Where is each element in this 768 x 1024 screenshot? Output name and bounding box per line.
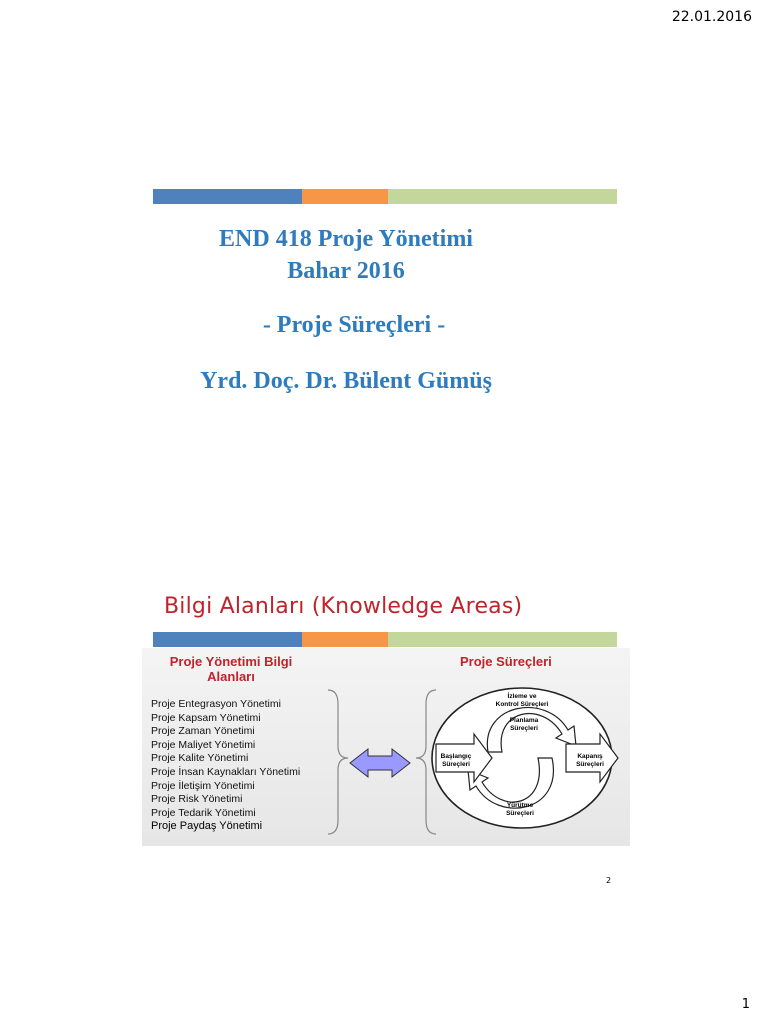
double-arrow-icon bbox=[350, 749, 410, 777]
list-item: Proje İnsan Kaynakları Yönetimi bbox=[151, 765, 301, 778]
slide-number: 2 bbox=[606, 876, 612, 885]
planning-label-2: Süreçleri bbox=[510, 725, 538, 732]
list-item: Proje Zaman Yönetimi bbox=[151, 725, 255, 738]
bar-segment-green bbox=[388, 189, 617, 204]
executing-label-2: Süreçleri bbox=[506, 810, 534, 817]
bar-segment-green bbox=[388, 632, 617, 647]
slide2-heading: Bilgi Alanları (Knowledge Areas) bbox=[164, 594, 523, 619]
list-item: Proje Kalite Yönetimi bbox=[151, 752, 249, 765]
bar-segment-orange bbox=[302, 632, 388, 647]
bar-segment-blue bbox=[153, 632, 302, 647]
list-item: Proje Kapsam Yönetimi bbox=[151, 711, 261, 724]
list-item: Proje İletişim Yönetimi bbox=[151, 779, 255, 792]
closing-label-2: Süreçleri bbox=[576, 761, 604, 768]
initiating-label-1: Başlangıç bbox=[440, 753, 472, 760]
closing-label-1: Kapanış bbox=[577, 753, 603, 760]
executing-label-1: Yürütme bbox=[506, 802, 534, 809]
planning-label-1: Planlama bbox=[509, 717, 539, 724]
slide2-color-bar bbox=[153, 632, 617, 647]
bar-segment-blue bbox=[153, 189, 302, 204]
slide1-author: Yrd. Doç. Dr. Bülent Gümüş bbox=[200, 368, 492, 394]
slide1-title-line1: END 418 Proje Yönetimi bbox=[219, 226, 473, 252]
processes-title: Proje Süreçleri bbox=[460, 654, 552, 669]
initiating-label-2: Süreçleri bbox=[442, 761, 470, 768]
list-item: Proje Risk Yönetimi bbox=[151, 793, 243, 806]
slide1-subtitle: - Proje Süreçleri - bbox=[262, 312, 446, 338]
knowledge-areas-title: Proje Yönetimi Bilgi Alanları bbox=[169, 654, 293, 684]
slide1-title-line2: Bahar 2016 bbox=[287, 258, 405, 284]
left-brace bbox=[328, 690, 348, 834]
process-diagram bbox=[142, 648, 630, 846]
monitoring-label-2: Kontrol Süreçleri bbox=[495, 701, 549, 708]
slide1-color-bar bbox=[153, 189, 617, 204]
monitoring-label-1: İzleme ve bbox=[507, 693, 537, 700]
knowledge-areas-panel bbox=[142, 648, 630, 846]
list-item: Proje Entegrasyon Yönetimi bbox=[151, 698, 281, 710]
header-date: 22.01.2016 bbox=[671, 9, 752, 25]
list-item: Proje Tedarik Yönetimi bbox=[151, 806, 256, 819]
list-item: Proje Maliyet Yönetimi bbox=[151, 738, 256, 751]
list-item: Proje Paydaş Yönetimi bbox=[151, 820, 263, 833]
page-number: 1 bbox=[741, 997, 750, 1012]
bar-segment-orange bbox=[302, 189, 388, 204]
